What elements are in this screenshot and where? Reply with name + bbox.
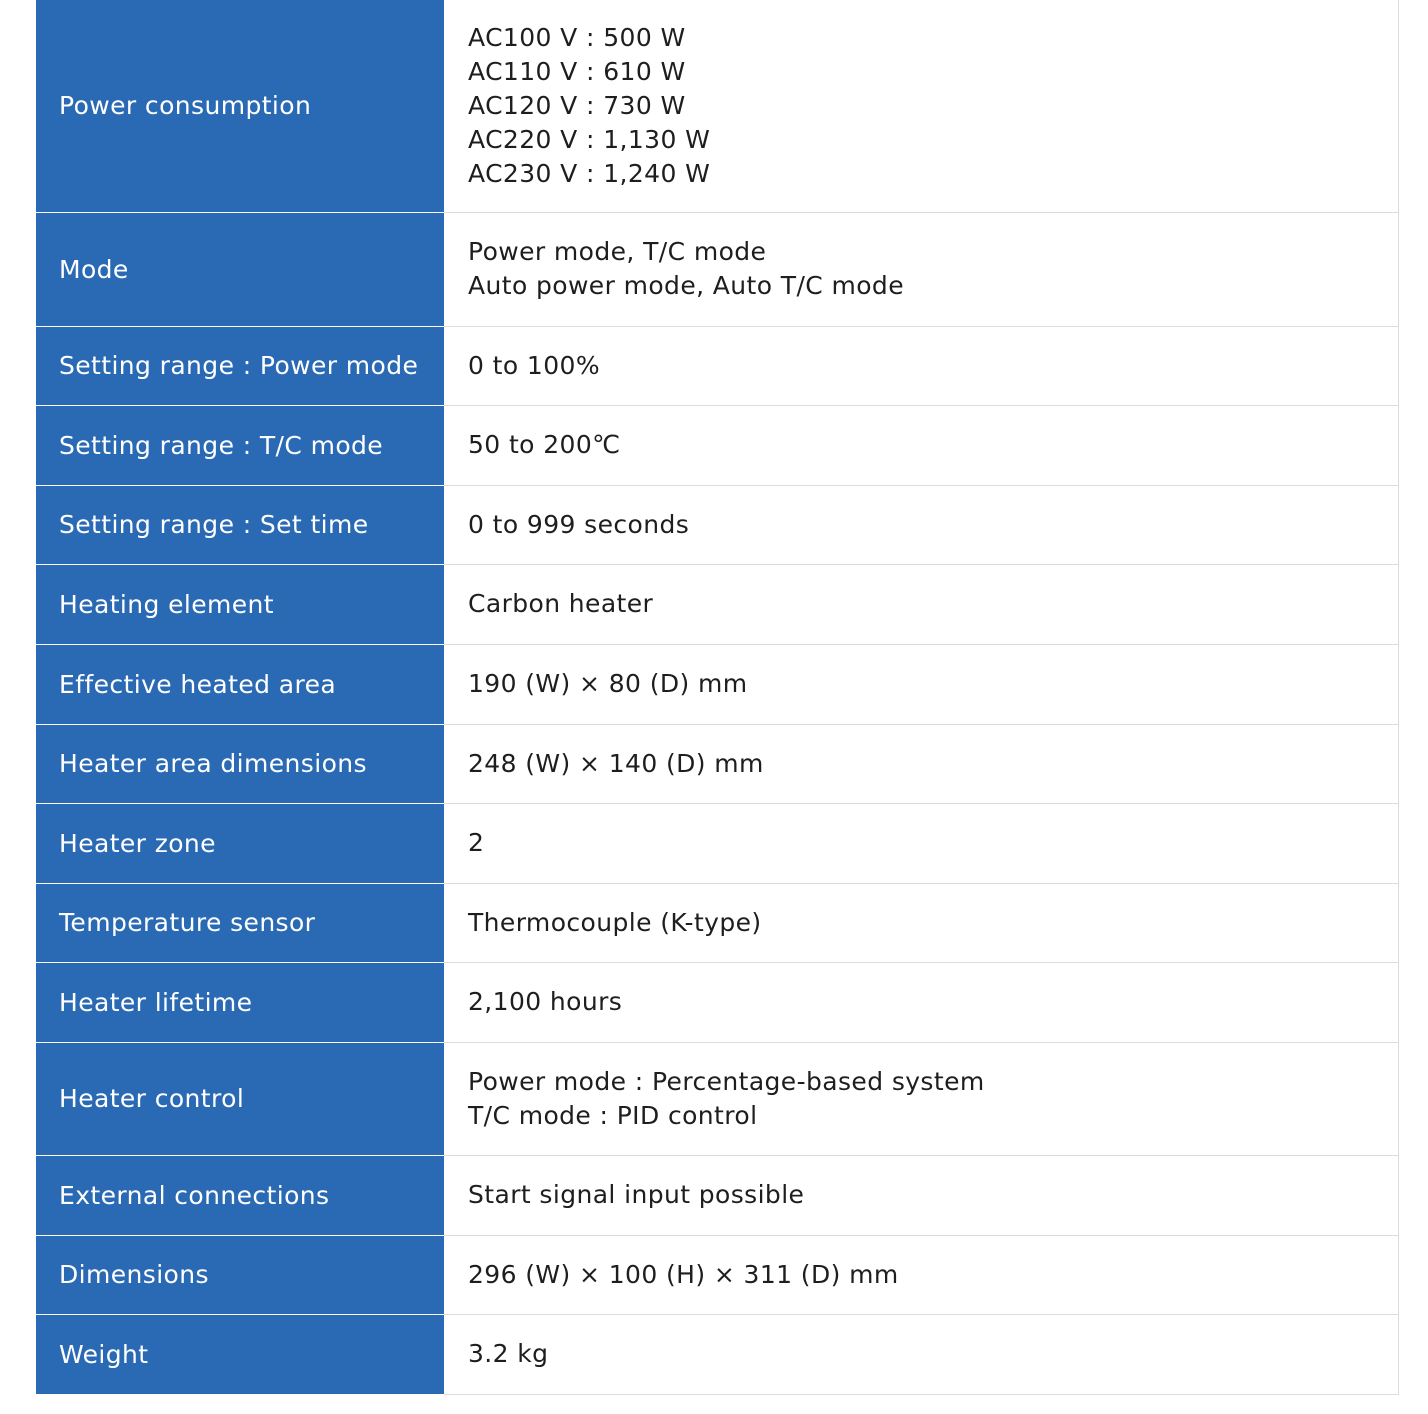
spec-value-line: 248 (W) × 140 (D) mm xyxy=(468,748,764,778)
spec-label: External connections xyxy=(36,1155,444,1235)
spec-row xyxy=(36,564,1398,644)
spec-table xyxy=(36,0,1399,1395)
spec-label: Dimensions xyxy=(36,1235,444,1314)
spec-label: Setting range : Set time xyxy=(36,485,444,564)
spec-value-line: 2,100 hours xyxy=(468,987,623,1016)
spec-label: Heater zone xyxy=(36,803,444,883)
spec-value-line: 3.2 kg xyxy=(468,1339,549,1368)
spec-value xyxy=(444,1042,1398,1155)
spec-row xyxy=(36,1155,1398,1235)
spec-value-line: Auto power mode, Auto T/C mode xyxy=(468,271,904,300)
spec-row xyxy=(36,962,1398,1042)
spec-value-line: AC110 V : 610 W xyxy=(468,56,686,86)
spec-label: Weight xyxy=(36,1314,444,1394)
spec-value xyxy=(444,962,1398,1042)
spec-label: Temperature sensor xyxy=(36,883,444,962)
spec-value xyxy=(444,212,1398,326)
spec-table-body xyxy=(36,0,1398,1394)
spec-row xyxy=(36,644,1398,724)
spec-label: Heater area dimensions xyxy=(36,724,444,803)
spec-value xyxy=(444,1235,1398,1314)
spec-value xyxy=(444,1314,1398,1394)
spec-value xyxy=(444,883,1398,962)
spec-value-line: 50 to 200℃ xyxy=(468,430,621,459)
spec-row xyxy=(36,724,1398,803)
spec-value-line: Power mode : Percentage-based system xyxy=(468,1066,985,1096)
spec-value-line: Start signal input possible xyxy=(468,1180,805,1209)
spec-value-line: Thermocouple (K-type) xyxy=(468,907,762,937)
spec-value xyxy=(444,564,1398,644)
spec-value xyxy=(444,724,1398,803)
spec-value-line: 296 (W) × 100 (H) × 311 (D) mm xyxy=(468,1259,899,1289)
spec-row xyxy=(36,803,1398,883)
spec-row xyxy=(36,0,1398,212)
spec-label: Setting range : Power mode xyxy=(36,326,444,405)
spec-label: Effective heated area xyxy=(36,644,444,724)
spec-row xyxy=(36,1042,1398,1155)
spec-value xyxy=(444,405,1398,485)
spec-value xyxy=(444,326,1398,405)
spec-row xyxy=(36,405,1398,485)
spec-value-line: 0 to 999 seconds xyxy=(468,509,690,539)
spec-value-line: 0 to 100% xyxy=(468,350,600,380)
spec-value-line: T/C mode : PID control xyxy=(468,1100,758,1130)
spec-value-line: AC100 V : 500 W xyxy=(468,22,686,52)
spec-value-line: AC120 V : 730 W xyxy=(468,90,686,120)
spec-value xyxy=(444,1155,1398,1235)
spec-label: Heater control xyxy=(36,1042,444,1155)
spec-value-line: AC220 V : 1,130 W xyxy=(468,124,711,154)
spec-row xyxy=(36,326,1398,405)
spec-value-line: Power mode, T/C mode xyxy=(468,237,767,266)
spec-row xyxy=(36,485,1398,564)
spec-label: Setting range : T/C mode xyxy=(36,405,444,485)
spec-row xyxy=(36,212,1398,326)
spec-label: Power consumption xyxy=(36,0,444,212)
spec-value xyxy=(444,803,1398,883)
spec-value xyxy=(444,0,1398,212)
spec-value-line: AC230 V : 1,240 W xyxy=(468,158,711,188)
spec-row xyxy=(36,883,1398,962)
spec-value xyxy=(444,485,1398,564)
spec-label: Mode xyxy=(36,212,444,326)
spec-row xyxy=(36,1235,1398,1314)
spec-label: Heater lifetime xyxy=(36,962,444,1042)
spec-row xyxy=(36,1314,1398,1394)
spec-label: Heating element xyxy=(36,564,444,644)
spec-value-line: Carbon heater xyxy=(468,589,654,618)
spec-value-line: 2 xyxy=(468,828,485,857)
spec-value xyxy=(444,644,1398,724)
spec-value-line: 190 (W) × 80 (D) mm xyxy=(468,669,748,698)
